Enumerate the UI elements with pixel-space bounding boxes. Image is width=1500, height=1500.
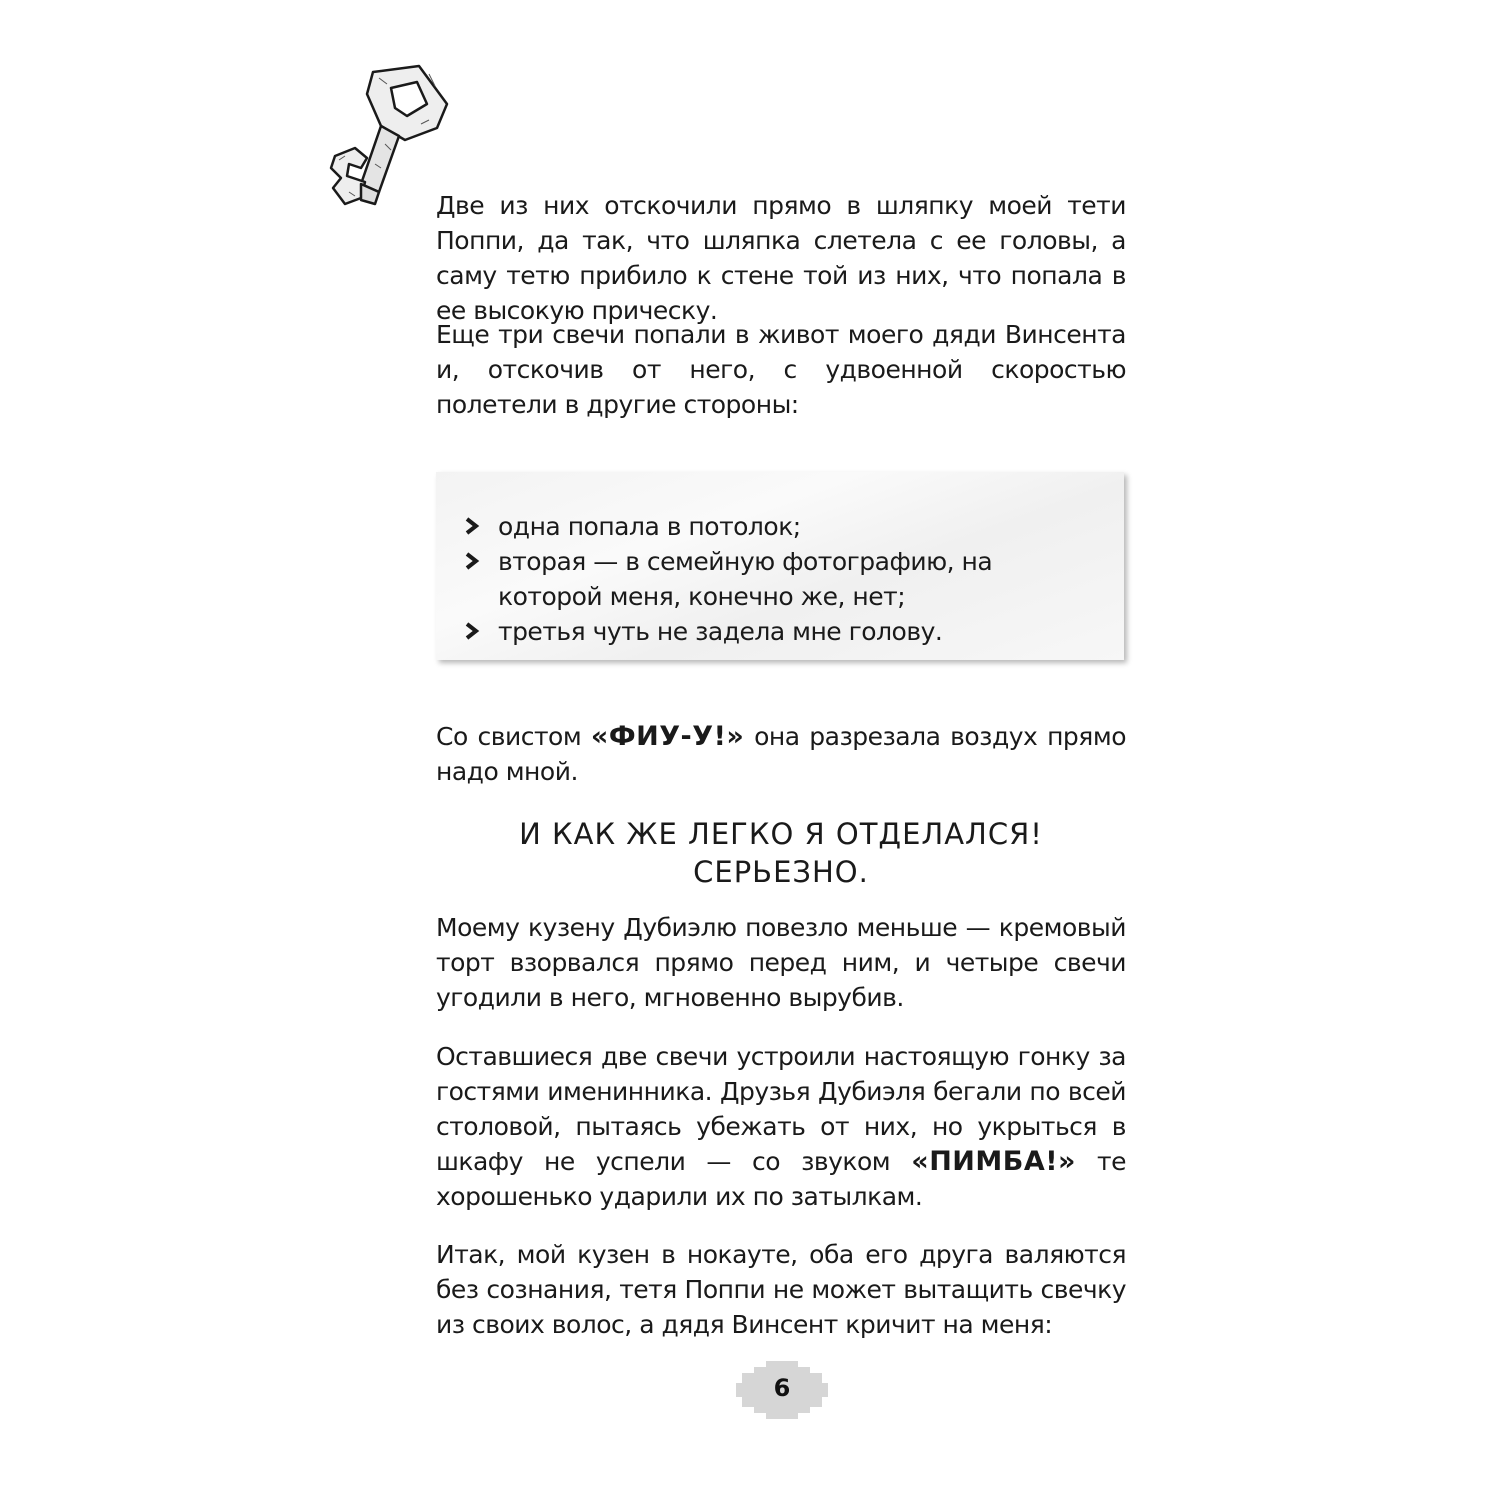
list-item-text: вторая — в семейную фотографию, на которой меня, конечно же, нет; — [498, 547, 993, 611]
callout-box — [436, 472, 1124, 660]
sound-effect: «ФИУ-У!» — [590, 721, 745, 752]
list-item-text: третья чуть не задела мне голову. — [498, 617, 943, 646]
paragraph: Моему кузену Дубиэлю повезло меньше — кремовый торт взорвался прямо перед ним, и четыре свечи угодили в него, мгновенно вырубив. — [436, 913, 1126, 1012]
chevron-right-icon — [464, 552, 480, 570]
paragraph: Две из них отскочили прямо в шляпку моей тети Поппи, да так, что шляпка слетела с ее головы, а саму тетю прибило к стене той из них, что попала в ее высокую прическу. — [436, 191, 1126, 325]
text-run: Оставшиеся две свечи устроили настоящую гонку за гостями именинника. Друзья Дубиэля бегали по всей столовой, пытаясь убежать от них, но укрыться в шкафу не успели — со звуком — [436, 1042, 1126, 1176]
text-run: Со свистом — [436, 722, 591, 751]
bullet-list — [462, 509, 1102, 649]
chevron-right-icon — [464, 622, 480, 640]
paragraph: Итак, мой кузен в нокауте, оба его друга валяются без сознания, тетя Поппи не может вытащить свечку из своих волос, а дядя Винсент кричит на меня: — [436, 1240, 1126, 1339]
paragraph: Еще три свечи попали в живот моего дяди Винсента и, отскочив от него, с удвоенной скоростью полетели в другие стороны: — [436, 320, 1126, 419]
exclamation-line: СЕРЬЕЗНО. — [693, 855, 869, 889]
sound-effect: «ПИМБА!» — [911, 1146, 1076, 1177]
text-run: она разрезала воздух прямо надо мной. — [436, 722, 1126, 786]
text-run: те хорошенько ударили их по затылкам. — [436, 1147, 1127, 1211]
list-item — [462, 544, 1102, 614]
chevron-right-icon — [464, 517, 480, 535]
page-number: 6 — [773, 1374, 791, 1402]
list-item — [462, 614, 1102, 649]
exclamation-heading — [436, 815, 1126, 891]
exclamation-line: И КАК ЖЕ ЛЕГКО Я ОТДЕЛАЛСЯ! — [519, 817, 1043, 851]
paragraph — [436, 719, 1126, 789]
list-item — [462, 509, 1102, 544]
paragraph — [436, 1039, 1126, 1214]
list-item-text: одна попала в потолок; — [498, 512, 801, 541]
